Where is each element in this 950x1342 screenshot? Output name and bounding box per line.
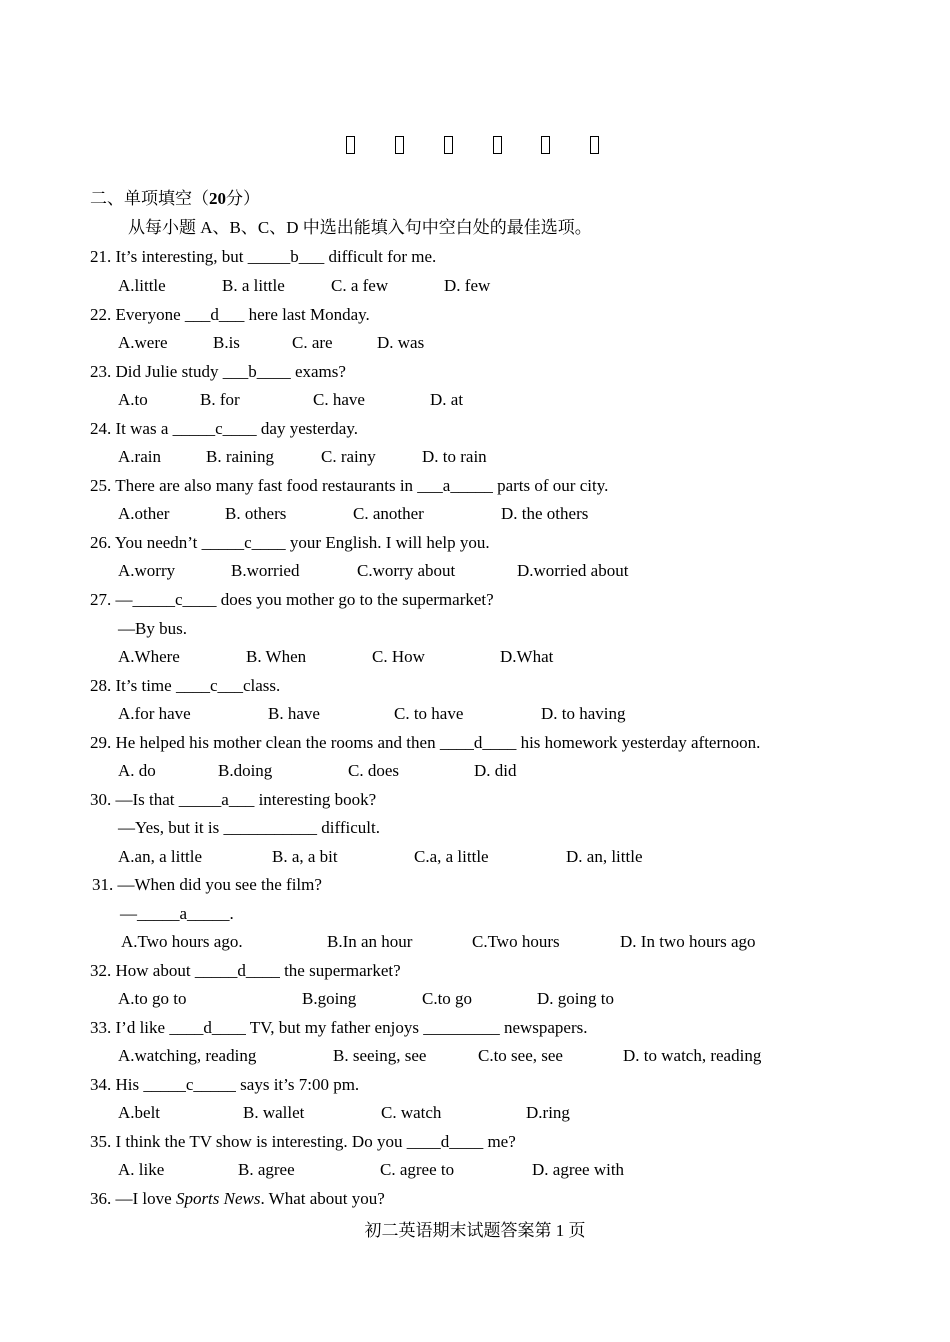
missing-glyph-box bbox=[444, 136, 453, 154]
section-points: 20 bbox=[209, 189, 226, 208]
option-a: A.Two hours ago. bbox=[121, 932, 243, 951]
question-stem: 28. It’s time ____c___class. bbox=[90, 676, 281, 695]
option-d: D. to rain bbox=[422, 447, 487, 466]
dialogue-reply: —Yes, but it is ___________ difficult. bbox=[118, 818, 380, 837]
option-d: D. going to bbox=[537, 989, 614, 1008]
page-footer: 初二英语期末试题答案第 1 页 bbox=[364, 1221, 586, 1240]
option-a: A.watching, reading bbox=[118, 1046, 257, 1065]
option-b: B. a little bbox=[222, 276, 285, 295]
option-a: A.to go to bbox=[118, 989, 187, 1008]
option-b: B.worried bbox=[231, 561, 300, 580]
question-stem: 33. I’d like ____d____ TV, but my father enjoys _________ newspapers. bbox=[90, 1018, 588, 1037]
section-instruction: 从每小题 A、B、C、D 中选出能填入句中空白处的最佳选项。 bbox=[128, 218, 592, 237]
option-d: D.worried about bbox=[517, 561, 629, 580]
option-c: C.worry about bbox=[357, 561, 456, 580]
option-a: A.rain bbox=[118, 447, 161, 466]
option-d: D. was bbox=[377, 333, 425, 352]
option-b: B. for bbox=[200, 390, 240, 409]
option-c: C. are bbox=[292, 333, 333, 352]
question-stem: 35. I think the TV show is interesting. Do you ____d____ me? bbox=[90, 1132, 516, 1151]
option-d: D. did bbox=[474, 761, 517, 780]
question-stem: 21. It’s interesting, but _____b___ difficult for me. bbox=[90, 247, 437, 266]
option-b: B.is bbox=[213, 333, 240, 352]
question-stem: 26. You needn’t _____c____ your English. I will help you. bbox=[90, 533, 490, 552]
option-d: D. to watch, reading bbox=[623, 1046, 762, 1065]
option-a: A.belt bbox=[118, 1103, 161, 1122]
option-d: D. an, little bbox=[566, 847, 643, 866]
option-b: B. raining bbox=[206, 447, 274, 466]
option-d: D. at bbox=[430, 390, 464, 409]
program-title: Sports News bbox=[175, 1189, 261, 1208]
page-title bbox=[0, 132, 950, 162]
missing-glyph-box bbox=[590, 136, 599, 154]
section-heading bbox=[90, 188, 260, 210]
option-b: B.doing bbox=[218, 761, 273, 780]
option-a: A. like bbox=[118, 1160, 165, 1179]
missing-glyph-box bbox=[541, 136, 550, 154]
option-d: D. to having bbox=[541, 704, 626, 723]
option-c: C. have bbox=[313, 390, 365, 409]
option-d: D. agree with bbox=[532, 1160, 625, 1179]
dialogue-reply: —_____a_____. bbox=[120, 904, 234, 923]
question-stem: 24. It was a _____c____ day yesterday. bbox=[90, 419, 358, 438]
option-b: B.In an hour bbox=[327, 932, 413, 951]
dialogue-reply: —By bus. bbox=[118, 619, 187, 638]
question-stem-prefix: 36. —I love bbox=[90, 1189, 176, 1208]
option-a: A.little bbox=[118, 276, 166, 295]
option-c: C. How bbox=[372, 647, 425, 666]
option-b: B. seeing, see bbox=[333, 1046, 427, 1065]
question-stem: 22. Everyone ___d___ here last Monday. bbox=[90, 305, 370, 324]
option-b: B. When bbox=[246, 647, 307, 666]
question-stem: 23. Did Julie study ___b____ exams? bbox=[90, 362, 346, 381]
missing-glyph-box bbox=[493, 136, 502, 154]
option-a: A.to bbox=[118, 390, 148, 409]
option-c: C.to go bbox=[422, 989, 473, 1008]
question-stem: 25. There are also many fast food restaurants in ___a_____ parts of our city. bbox=[90, 476, 609, 495]
option-c: C. another bbox=[353, 504, 424, 523]
option-a: A.other bbox=[118, 504, 170, 523]
question-stem: 29. He helped his mother clean the rooms and then ____d____ his homework yesterday afternoon. bbox=[90, 733, 761, 752]
option-a: A.were bbox=[118, 333, 168, 352]
option-b: B. a, a bit bbox=[272, 847, 338, 866]
question-stem: 34. His _____c_____ says it’s 7:00 pm. bbox=[90, 1075, 360, 1094]
option-c: C. does bbox=[348, 761, 399, 780]
option-d: D. In two hours ago bbox=[620, 932, 756, 951]
option-b: B. agree bbox=[238, 1160, 295, 1179]
option-a: A. do bbox=[118, 761, 156, 780]
missing-glyph-box bbox=[346, 136, 355, 154]
option-d: D.What bbox=[500, 647, 554, 666]
question-stem: 31. —When did you see the film? bbox=[92, 875, 322, 894]
option-c: C.to see, see bbox=[478, 1046, 563, 1065]
option-d: D. the others bbox=[501, 504, 589, 523]
option-b: B.going bbox=[302, 989, 357, 1008]
missing-glyph-box bbox=[395, 136, 404, 154]
question-stem: 27. —_____c____ does you mother go to the supermarket? bbox=[90, 590, 494, 609]
option-c: C. to have bbox=[394, 704, 464, 723]
option-a: A.for have bbox=[118, 704, 191, 723]
option-d: D.ring bbox=[526, 1103, 570, 1122]
option-c: C. a few bbox=[331, 276, 389, 295]
option-c: C. watch bbox=[381, 1103, 442, 1122]
option-c: C.a, a little bbox=[414, 847, 489, 866]
option-a: A.worry bbox=[118, 561, 176, 580]
question-stem: 30. —Is that _____a___ interesting book? bbox=[90, 790, 377, 809]
option-b: B. have bbox=[268, 704, 320, 723]
option-c: C. agree to bbox=[380, 1160, 455, 1179]
option-c: C. rainy bbox=[321, 447, 376, 466]
section-heading-suffix: 分） bbox=[226, 189, 260, 208]
question-stem-suffix: . What about you? bbox=[260, 1189, 385, 1208]
section-heading-prefix: 二、单项填空（ bbox=[90, 189, 209, 208]
option-b: B. wallet bbox=[243, 1103, 305, 1122]
question-stem: 32. How about _____d____ the supermarket? bbox=[90, 961, 401, 980]
option-d: D. few bbox=[444, 276, 491, 295]
option-a: A.Where bbox=[118, 647, 180, 666]
option-c: C.Two hours bbox=[472, 932, 560, 951]
option-a: A.an, a little bbox=[118, 847, 203, 866]
question-stem bbox=[90, 1188, 385, 1210]
option-b: B. others bbox=[225, 504, 287, 523]
